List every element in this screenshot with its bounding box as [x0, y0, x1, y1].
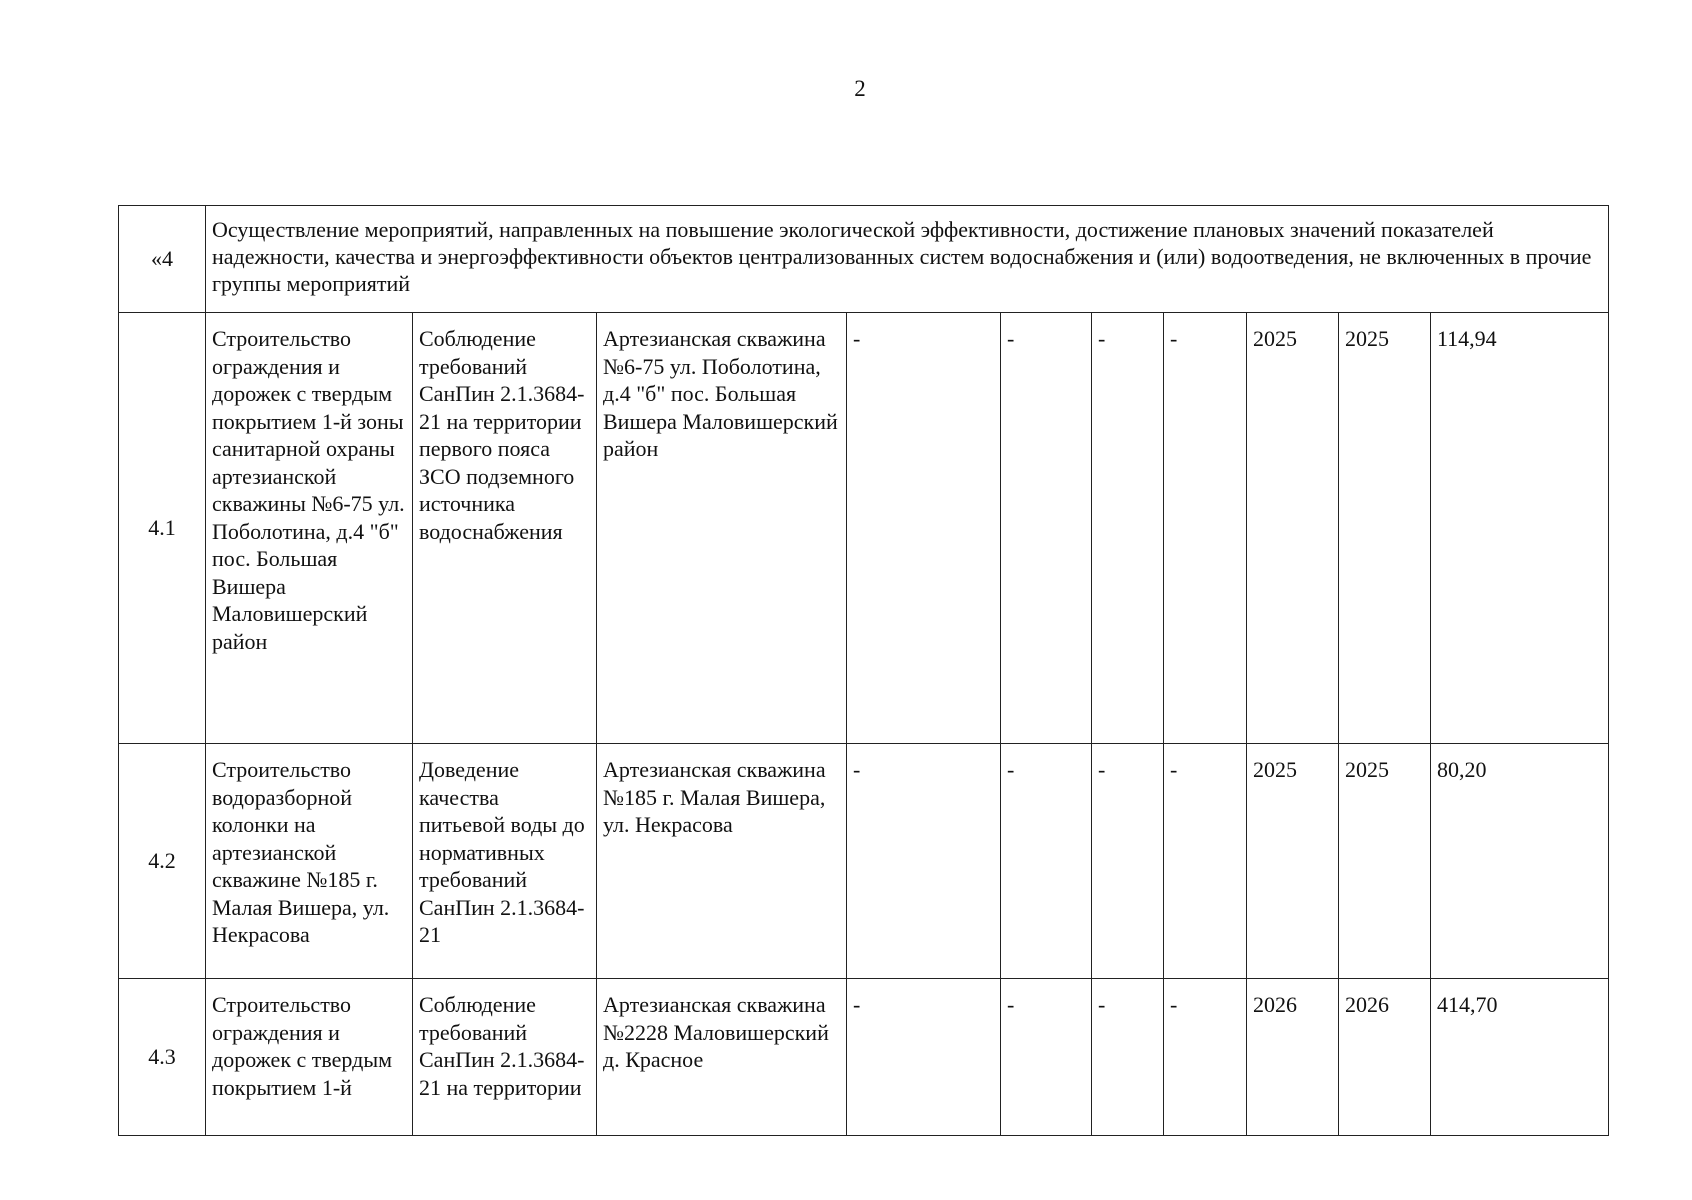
start-year: 2026: [1247, 979, 1339, 1136]
value-cell-4: -: [1164, 744, 1247, 979]
table-row: [119, 979, 1609, 1136]
start-year: 2025: [1247, 313, 1339, 744]
measure-goal: Соблюдение требований СанПин 2.1.3684-21 на территории первого пояса ЗСО подземного источника водоснабжения: [413, 313, 597, 744]
section-number: «4: [119, 206, 206, 313]
end-year: 2026: [1339, 979, 1431, 1136]
cost: 80,20: [1431, 744, 1609, 979]
value-cell-1: -: [847, 313, 1001, 744]
value-cell-1: -: [847, 979, 1001, 1136]
end-year: 2025: [1339, 313, 1431, 744]
measure-name: Строительство ограждения и дорожек с твердым покрытием 1-й зоны санитарной охраны артезианской скважины №6-75 ул. Поболотина, д.4 "б" пос. Большая Вишера Маловишерский район: [206, 313, 413, 744]
measure-location: Артезианская скважина №2228 Маловишерский д. Красное: [597, 979, 847, 1136]
value-cell-2: -: [1001, 744, 1092, 979]
measure-location: Артезианская скважина №185 г. Малая Вишера, ул. Некрасова: [597, 744, 847, 979]
table-row: [119, 313, 1609, 744]
measures-table: [118, 205, 1609, 1136]
measure-goal: Соблюдение требований СанПин 2.1.3684-21 на территории: [413, 979, 597, 1136]
value-cell-2: -: [1001, 313, 1092, 744]
value-cell-4: -: [1164, 313, 1247, 744]
table-row: [119, 744, 1609, 979]
start-year: 2025: [1247, 744, 1339, 979]
value-cell-2: -: [1001, 979, 1092, 1136]
section-header-row: [119, 206, 1609, 313]
value-cell-1: -: [847, 744, 1001, 979]
measure-location: Артезианская скважина №6-75 ул. Поболотина, д.4 "б" пос. Большая Вишера Маловишерский район: [597, 313, 847, 744]
row-number: 4.2: [119, 744, 206, 979]
measure-goal: Доведение качества питьевой воды до нормативных требований СанПин 2.1.3684-21: [413, 744, 597, 979]
value-cell-3: -: [1092, 744, 1164, 979]
measure-name: Строительство водоразборной колонки на артезианской скважине №185 г. Малая Вишера, ул. Некрасова: [206, 744, 413, 979]
section-title: Осуществление мероприятий, направленных на повышение экологической эффективности, достижение плановых значений показателей надежности, качества и энергоэффективности объектов централизованных систем водоснабжения и (или) водоотведения, не включенных в прочие группы мероприятий: [206, 206, 1609, 313]
value-cell-3: -: [1092, 979, 1164, 1136]
row-number: 4.3: [119, 979, 206, 1136]
value-cell-3: -: [1092, 313, 1164, 744]
page-number: 2: [854, 76, 866, 101]
row-number: 4.1: [119, 313, 206, 744]
measure-name: Строительство ограждения и дорожек с твердым покрытием 1-й: [206, 979, 413, 1136]
value-cell-4: -: [1164, 979, 1247, 1136]
end-year: 2025: [1339, 744, 1431, 979]
cost: 414,70: [1431, 979, 1609, 1136]
cost: 114,94: [1431, 313, 1609, 744]
